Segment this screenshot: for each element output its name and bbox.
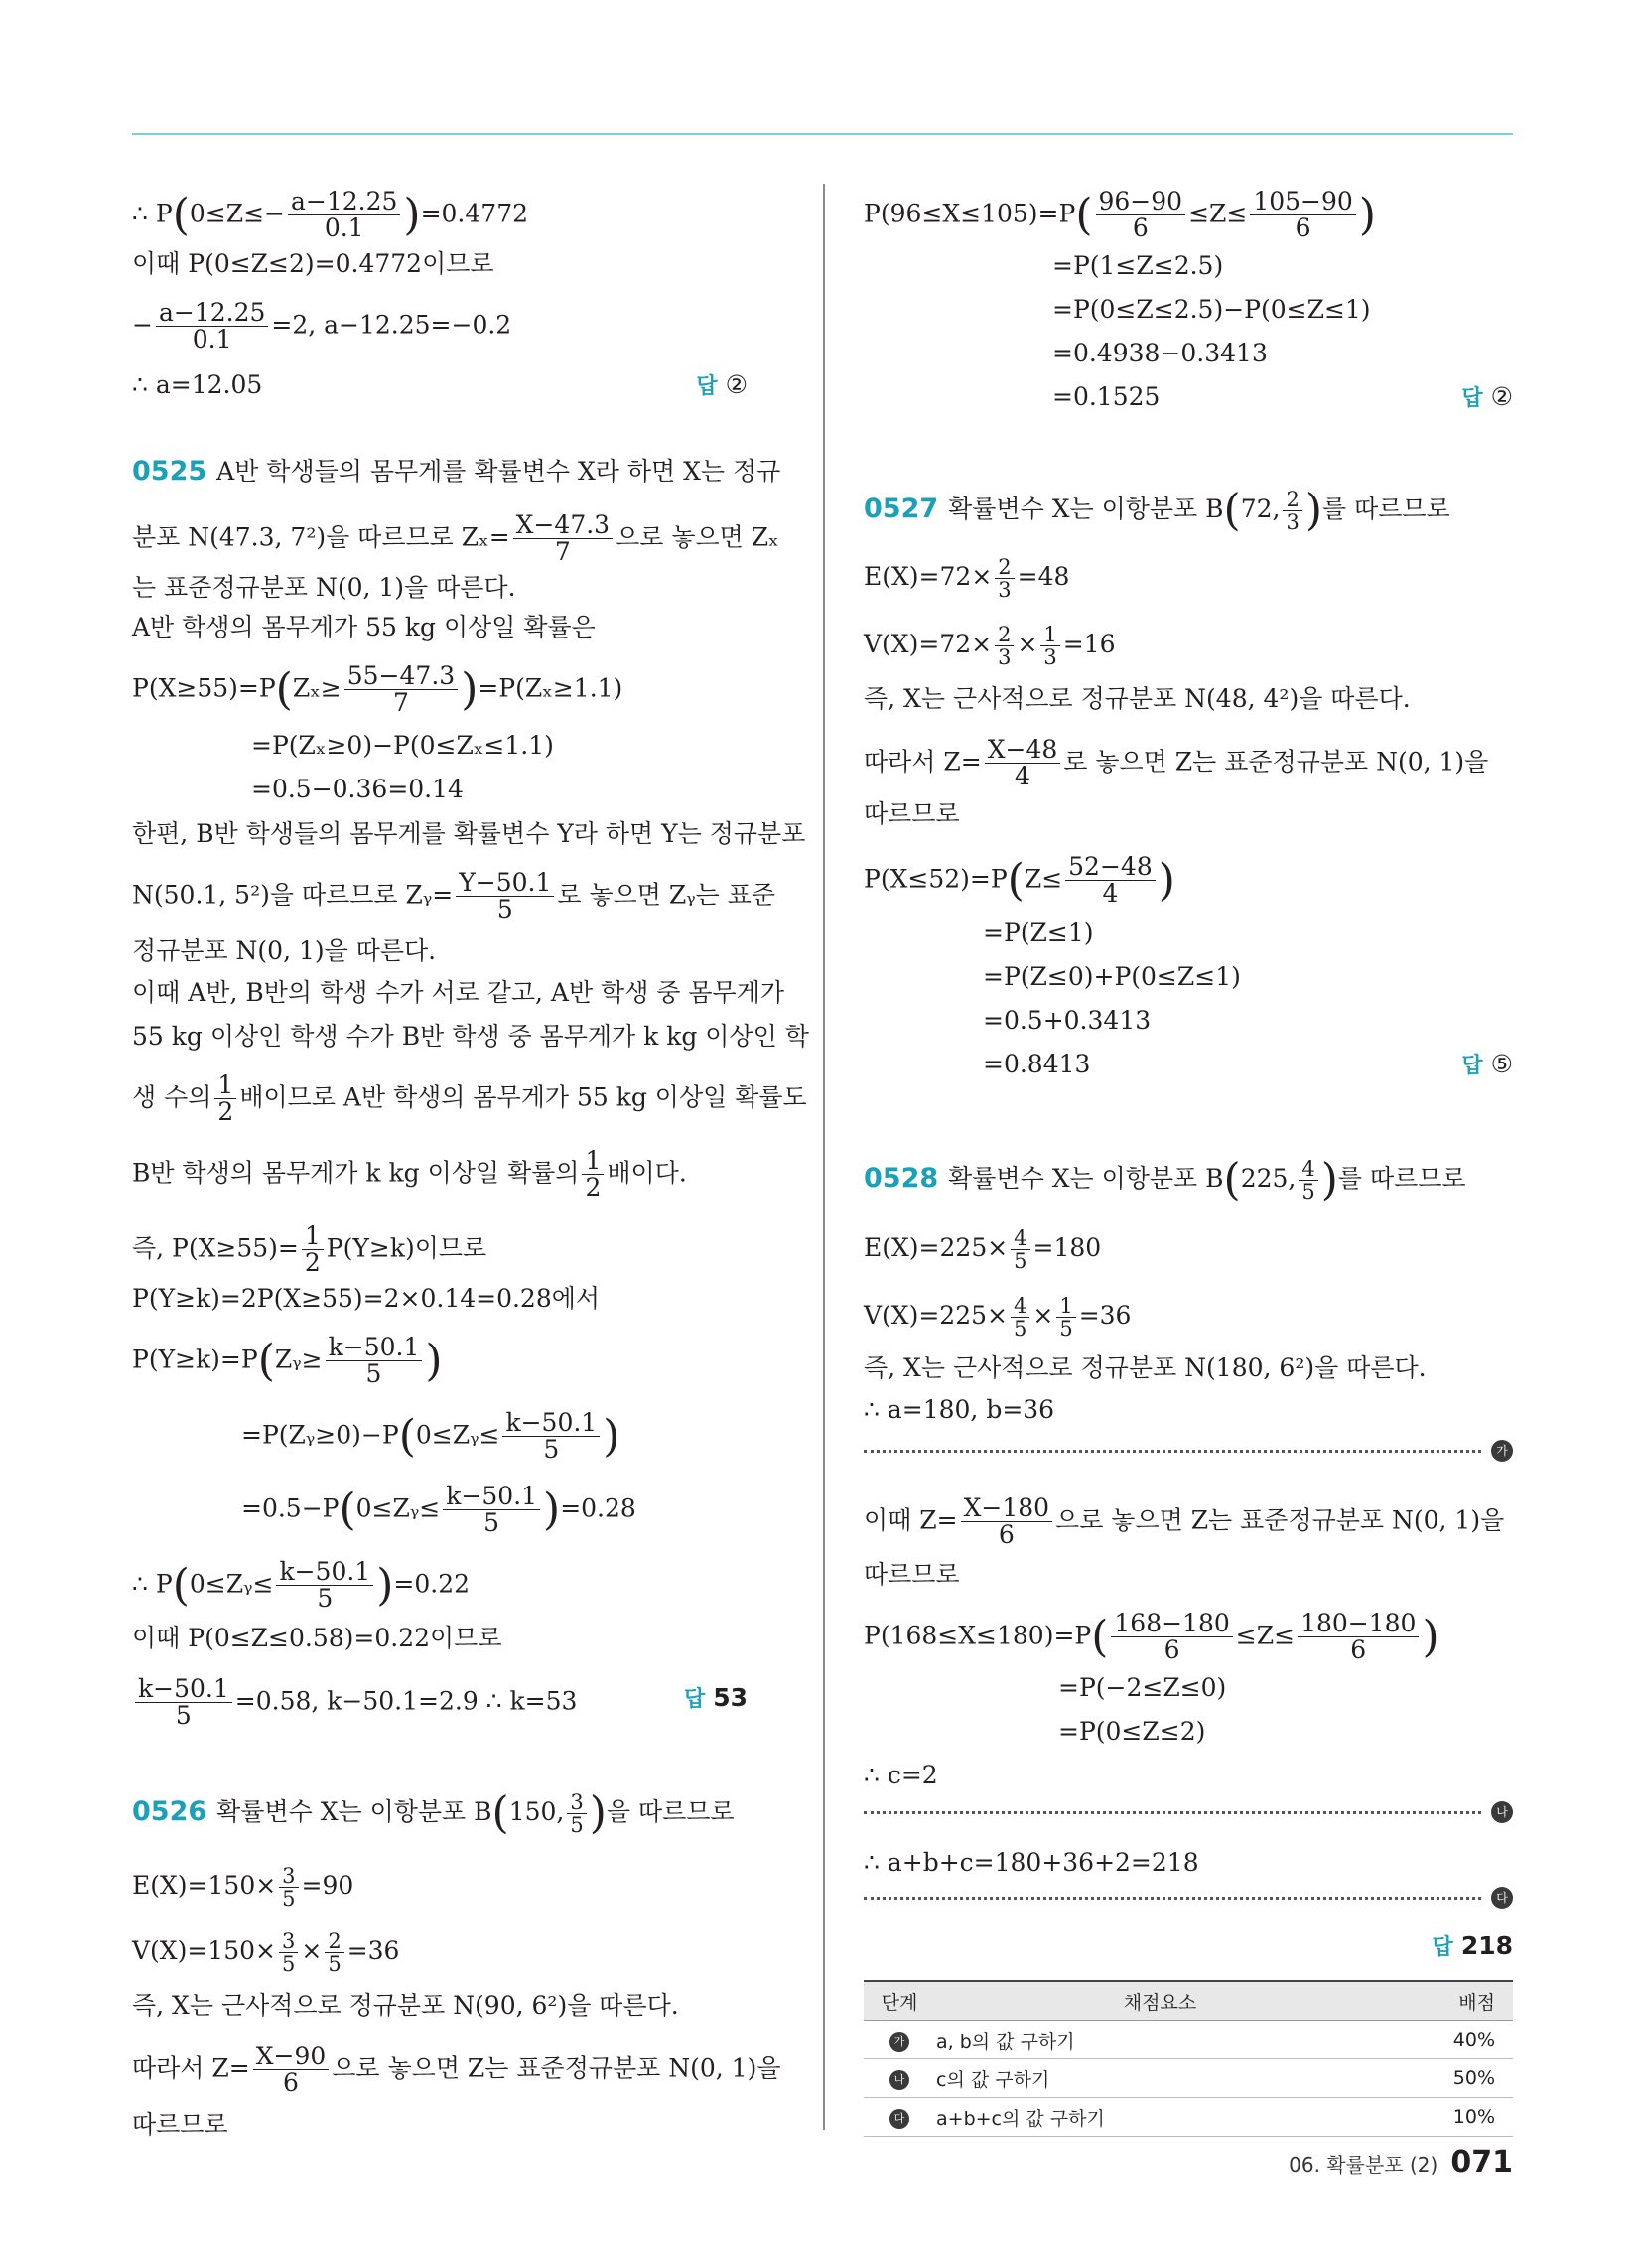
cont-line-1: P(96≤X≤105)=P( $\frac{96-90}{6}$ ≤Z≤ $\frac{105-90}{6}$ ) bbox=[864, 187, 1376, 243]
p528-line-5: ∴ a=180, b=36 bbox=[864, 1395, 1055, 1424]
criteria-cell: c의 값 구하기 bbox=[935, 2059, 1385, 2098]
step-mark-na: 나 bbox=[1491, 1801, 1513, 1823]
p527-line-5: 따라서 Z= $\frac{X-48}{4}$ 로 놓으면 Z는 표준정규분포 N(0, 1)을 bbox=[864, 735, 1489, 791]
p528-line-6: 이때 Z= $\frac{X-180}{6}$ 으로 놓으면 Z는 표준정규분포 N(0, 1)을 bbox=[864, 1493, 1505, 1550]
problem-number-0528: 0528 bbox=[864, 1163, 939, 1195]
p527-line-11: =0.8413 bbox=[983, 1050, 1091, 1078]
p525-line-21: 이때 P(0≤Z≤0.58)=0.22이므로 bbox=[132, 1624, 502, 1652]
p525-line-5: P(X≥55)=P(Zₓ≥ $\frac{55-47.3}{7}$ )=P(Zₓ≥1.1) bbox=[132, 661, 623, 718]
dotted-separator-3 bbox=[864, 1897, 1481, 1900]
cont-line-4: =0.4938−0.3413 bbox=[1052, 339, 1268, 367]
col-header-criteria: 채점요소 bbox=[935, 1981, 1385, 2021]
step-mark: 가 bbox=[889, 2032, 909, 2052]
p527-line-9: =P(Z≤0)+P(0≤Z≤1) bbox=[983, 962, 1241, 991]
p527-line-2: E(X)=72× $\frac{2}{3}$ =48 bbox=[864, 555, 1070, 603]
p526-line-2: E(X)=150× $\frac{3}{5}$ =90 bbox=[132, 1864, 354, 1912]
p527-line-1: 0527 확률변수 X는 이항분포 B(72, $\frac{2}{3}$ )를 따르므로 bbox=[864, 485, 1450, 536]
p527-answer: 답 ⑤ bbox=[1461, 1050, 1513, 1078]
p525-line-8: 한편, B반 학생들의 몸무게를 확률변수 Y라 하면 Y는 정규분포 bbox=[132, 819, 806, 848]
page-footer bbox=[1289, 2145, 1513, 2180]
p528-line-7: 따르므로 bbox=[864, 1560, 960, 1589]
p526-line-3: V(X)=150× $\frac{3}{5}$ × $\frac{2}{5}$ =36 bbox=[132, 1929, 400, 1977]
scoring-table-header bbox=[864, 1981, 1513, 2021]
cont-line-3: =P(0≤Z≤2.5)−P(0≤Z≤1) bbox=[1052, 295, 1371, 324]
cont-line-5: =0.1525 bbox=[1052, 382, 1161, 411]
step-mark: 나 bbox=[889, 2070, 909, 2090]
problem-number-0525: 0525 bbox=[132, 456, 207, 487]
col-header-score: 배점 bbox=[1385, 1981, 1513, 2021]
score-cell: 40% bbox=[1385, 2021, 1513, 2059]
prev-answer: 답 ② bbox=[696, 370, 748, 399]
step-mark-ga: 가 bbox=[1491, 1440, 1513, 1462]
p528-line-12: ∴ a+b+c=180+36+2=218 bbox=[864, 1848, 1199, 1877]
p528-line-3: V(X)=225× $\frac{4}{5}$ × $\frac{1}{5}$ =36 bbox=[864, 1294, 1132, 1342]
p527-line-4: 즉, X는 근사적으로 정규분포 N(48, 4²)을 따른다. bbox=[864, 684, 1411, 713]
prev-line-4: ∴ a=12.05 bbox=[132, 370, 263, 399]
p525-line-12: 55 kg 이상인 학생 수가 B반 학생 중 몸무게가 k kg 이상인 학 bbox=[132, 1022, 809, 1051]
criteria-cell: a, b의 값 구하기 bbox=[935, 2021, 1385, 2059]
p527-line-7: P(X≤52)=P(Z≤ $\frac{52-48}{4}$ ) bbox=[864, 852, 1175, 909]
p526-line-6: 따르므로 bbox=[132, 2110, 228, 2139]
criteria-cell: a+b+c의 값 구하기 bbox=[935, 2098, 1385, 2137]
problem-number-0526: 0526 bbox=[132, 1796, 207, 1828]
table-row bbox=[864, 2021, 1513, 2059]
p525-line-18: =P(Zᵧ≥0)−P(0≤Zᵧ≤ $\frac{k-50.1}{5}$ ) bbox=[241, 1408, 620, 1465]
p525-line-7: =0.5−0.36=0.14 bbox=[251, 775, 464, 803]
p525-line-3: 는 표준정규분포 N(0, 1)을 따른다. bbox=[132, 573, 516, 602]
header-rule bbox=[132, 133, 1513, 135]
p525-line-19: =0.5−P(0≤Zᵧ≤ $\frac{k-50.1}{5}$ )=0.28 bbox=[241, 1482, 636, 1538]
p528-line-1: 0528 확률변수 X는 이항분포 B(225, $\frac{4}{5}$ )를 따르므로 bbox=[864, 1154, 1466, 1205]
prev-line-2: 이때 P(0≤Z≤2)=0.4772이므로 bbox=[132, 249, 494, 278]
p525-line-2: 분포 N(47.3, 7²)을 따르므로 Zₓ= $\frac{X-47.3}{7}$ 으로 놓으면 Zₓ bbox=[132, 510, 779, 567]
dotted-separator-2 bbox=[864, 1811, 1481, 1814]
p525-line-22: $\frac{k-50.1}{5}$ =0.58, k−50.1=2.9 ∴ k=53 bbox=[132, 1676, 577, 1730]
table-row bbox=[864, 2098, 1513, 2137]
p525-answer: 답 53 bbox=[683, 1683, 748, 1712]
score-cell: 50% bbox=[1385, 2059, 1513, 2098]
column-divider bbox=[823, 184, 825, 2130]
p526-line-1: 0526 확률변수 X는 이항분포 B(150, $\frac{3}{5}$ )을 따르므로 bbox=[132, 1787, 735, 1839]
p525-line-17: P(Y≥k)=P(Zᵧ≥ $\frac{k-50.1}{5}$ ) bbox=[132, 1333, 443, 1389]
chapter-title: 06. 확률분포 (2) bbox=[1289, 2153, 1438, 2177]
p528-line-8: P(168≤X≤180)=P( $\frac{168-180}{6}$ ≤Z≤ $\frac{180-180}{6}$ ) bbox=[864, 1609, 1439, 1665]
p526-line-4: 즉, X는 근사적으로 정규분포 N(90, 6²)을 따른다. bbox=[132, 1991, 679, 2020]
p527-line-8: =P(Z≤1) bbox=[983, 919, 1094, 947]
p525-line-9: N(50.1, 5²)을 따르므로 Zᵧ= $\frac{Y-50.1}{5}$ 로 놓으면 Zᵧ는 표준 bbox=[132, 868, 776, 924]
p525-line-13: 생 수의 $\frac{1}{2}$ 배이므로 A반 학생의 몸무게가 55 kg 이상일 확률도 bbox=[132, 1070, 807, 1127]
problem-number-0527: 0527 bbox=[864, 494, 939, 525]
p525-line-6: =P(Zₓ≥0)−P(0≤Zₓ≤1.1) bbox=[251, 731, 554, 760]
step-mark-da: 다 bbox=[1491, 1887, 1513, 1909]
p525-line-14: B반 학생의 몸무게가 k kg 이상일 확률의 $\frac{1}{2}$ 배이다. bbox=[132, 1146, 687, 1203]
p528-answer: 답 218 bbox=[1432, 1931, 1513, 1960]
p525-line-16: P(Y≥k)=2P(X≥55)=2×0.14=0.28에서 bbox=[132, 1284, 601, 1313]
col-header-step: 단계 bbox=[864, 1981, 935, 2021]
p527-line-3: V(X)=72× $\frac{2}{3}$ × $\frac{1}{3}$ =16 bbox=[864, 623, 1116, 670]
p528-line-2: E(X)=225× $\frac{4}{5}$ =180 bbox=[864, 1226, 1102, 1274]
p525-line-4: A반 학생의 몸무게가 55 kg 이상일 확률은 bbox=[132, 613, 596, 641]
p528-line-10: =P(0≤Z≤2) bbox=[1058, 1717, 1206, 1746]
step-mark: 다 bbox=[889, 2109, 909, 2129]
p527-line-6: 따르므로 bbox=[864, 799, 960, 828]
p525-line-1: 0525 A반 학생들의 몸무게를 확률변수 X라 하면 X는 정규 bbox=[132, 456, 781, 487]
p528-line-4: 즉, X는 근사적으로 정규분포 N(180, 6²)을 따른다. bbox=[864, 1353, 1427, 1382]
prev-line-3: − $\frac{a-12.25}{0.1}$ =2, a−12.25=−0.2 bbox=[132, 298, 512, 354]
p528-line-11: ∴ c=2 bbox=[864, 1761, 938, 1789]
p525-line-15: 즉, P(X≥55)= $\frac{1}{2}$ P(Y≥k)이므로 bbox=[132, 1221, 487, 1278]
cont-answer: 답 ② bbox=[1461, 382, 1513, 411]
p527-line-10: =0.5+0.3413 bbox=[983, 1006, 1152, 1035]
dotted-separator-1 bbox=[864, 1450, 1481, 1453]
page-number: 071 bbox=[1450, 2145, 1513, 2180]
cont-line-2: =P(1≤Z≤2.5) bbox=[1052, 251, 1224, 280]
scoring-table bbox=[864, 1980, 1513, 2137]
p528-line-9: =P(−2≤Z≤0) bbox=[1058, 1673, 1227, 1702]
score-cell: 10% bbox=[1385, 2098, 1513, 2137]
p525-line-20: ∴ P(0≤Zᵧ≤ $\frac{k-50.1}{5}$ )=0.22 bbox=[132, 1557, 471, 1614]
p525-line-11: 이때 A반, B반의 학생 수가 서로 같고, A반 학생 중 몸무게가 bbox=[132, 978, 784, 1007]
p526-line-5: 따라서 Z= $\frac{X-90}{6}$ 으로 놓으면 Z는 표준정규분포 N(0, 1)을 bbox=[132, 2042, 781, 2098]
p525-line-10: 정규분포 N(0, 1)을 따른다. bbox=[132, 936, 437, 965]
table-row bbox=[864, 2059, 1513, 2098]
prev-line-1: ∴ P(0≤Z≤− $\frac{a-12.25}{0.1}$ )=0.4772 bbox=[132, 187, 529, 243]
